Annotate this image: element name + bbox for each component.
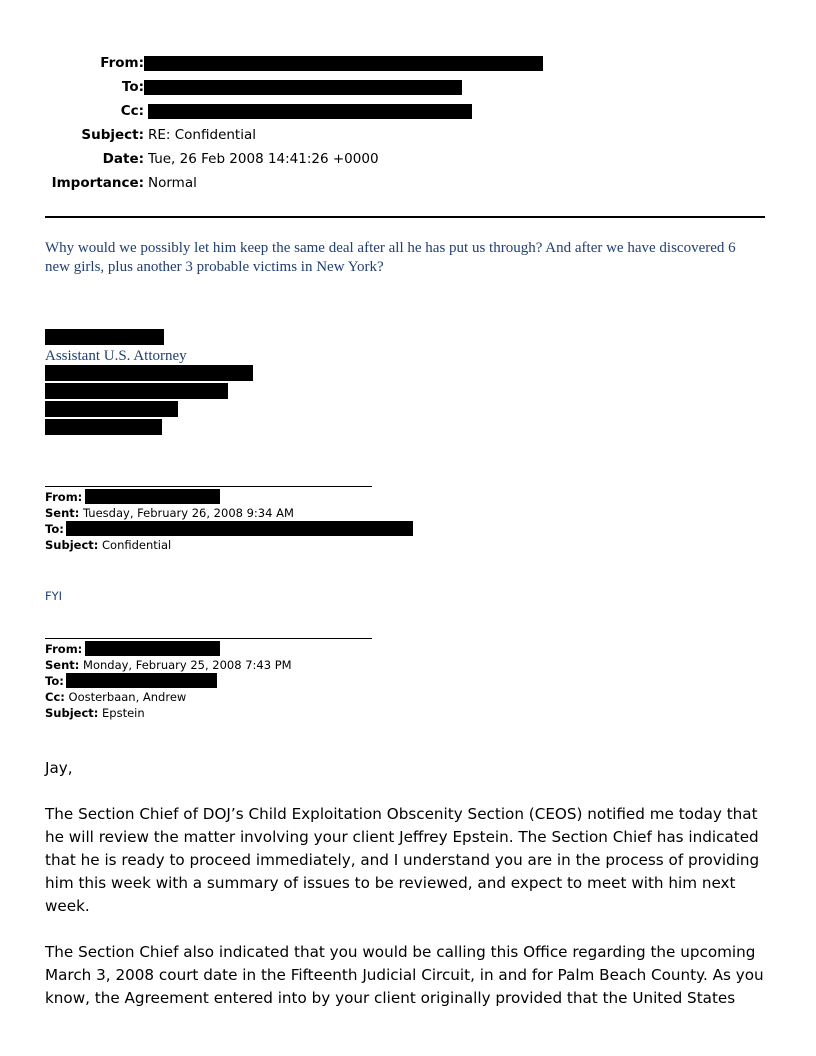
subject-value: RE: Confidential: [148, 127, 256, 143]
fw2-cc-value: Oosterbaan, Andrew: [68, 690, 187, 704]
redacted-fw1-from: [85, 489, 220, 504]
forward-separator-2: [45, 638, 372, 639]
fw1-sent-label: Sent:: [45, 506, 80, 520]
fw2-subject-label: Subject:: [45, 706, 99, 720]
redacted-signature-line-2: [45, 383, 228, 399]
redacted-fw1-to: [66, 521, 413, 536]
redacted-fw2-to: [66, 673, 217, 688]
fw2-sent-value: Monday, February 25, 2008 7:43 PM: [83, 658, 292, 672]
fw2-to-label: To:: [45, 674, 64, 688]
fw2-to-line: [45, 673, 64, 689]
redacted-name: [45, 329, 164, 345]
importance-label: Importance:: [51, 175, 144, 191]
reply-body: Why would we possibly let him keep the same deal after all he has put us through? And after we have discovered 6 new girls, plus another 3 probable victims in New York?: [45, 240, 736, 275]
redacted-fw2-from: [85, 641, 220, 656]
forward-separator-1: [45, 486, 372, 487]
fw2-subject-line: [45, 705, 145, 721]
fw2-sent-line: [45, 657, 292, 673]
fw1-sent-value: Tuesday, February 26, 2008 9:34 AM: [83, 506, 294, 520]
letter-salutation: Jay,: [45, 759, 73, 777]
subject-label: Subject:: [81, 127, 144, 143]
fw1-sent-line: [45, 505, 294, 521]
redacted-signature-line-4: [45, 419, 162, 435]
date-label: Date:: [102, 151, 144, 167]
fw1-to-line: [45, 521, 64, 537]
letter-paragraph-1: The Section Chief of DOJ’s Child Exploitation Obscenity Section (CEOS) notified me today that he will review the matter involving your client Jeffrey Epstein. The Section Chief has indicated that he is ready to proceed immediately, and I understand you are in the process of providing him this week with a summary of issues to be reviewed, and expect to meet with him next week.: [45, 805, 760, 915]
fw2-sent-label: Sent:: [45, 658, 80, 672]
fw1-subject-value: Confidential: [102, 538, 172, 552]
fw2-cc-line: [45, 689, 186, 705]
redacted-signature-line-3: [45, 401, 178, 417]
cc-label: Cc:: [120, 103, 144, 119]
redacted-cc: [148, 104, 472, 119]
redacted-from: [144, 56, 543, 71]
header-divider: [45, 216, 765, 218]
letter-paragraph-2: The Section Chief also indicated that you would be calling this Office regarding the upcoming March 3, 2008 court date in the Fifteenth Judicial Circuit, in and for Palm Beach County. As you know, the Agreement entered into by your client originally provided that the United States: [45, 943, 764, 1007]
to-label: To:: [121, 79, 144, 95]
fw1-body: FYI: [45, 589, 63, 603]
redacted-to: [144, 80, 462, 95]
from-label: From:: [100, 55, 144, 71]
fw1-subject-label: Subject:: [45, 538, 99, 552]
fw2-from-label: From:: [45, 642, 83, 656]
signature-title: Assistant U.S. Attorney: [45, 348, 187, 364]
fw1-from-label: From:: [45, 490, 83, 504]
fw2-from-line: [45, 641, 82, 657]
fw2-subject-value: Epstein: [102, 706, 145, 720]
fw1-from-line: [45, 489, 82, 505]
fw2-cc-label: Cc:: [45, 690, 65, 704]
importance-value: Normal: [148, 175, 197, 191]
redacted-signature-line-1: [45, 365, 253, 381]
fw1-subject-line: [45, 537, 171, 553]
date-value: Tue, 26 Feb 2008 14:41:26 +0000: [148, 151, 379, 167]
fw1-to-label: To:: [45, 522, 64, 536]
